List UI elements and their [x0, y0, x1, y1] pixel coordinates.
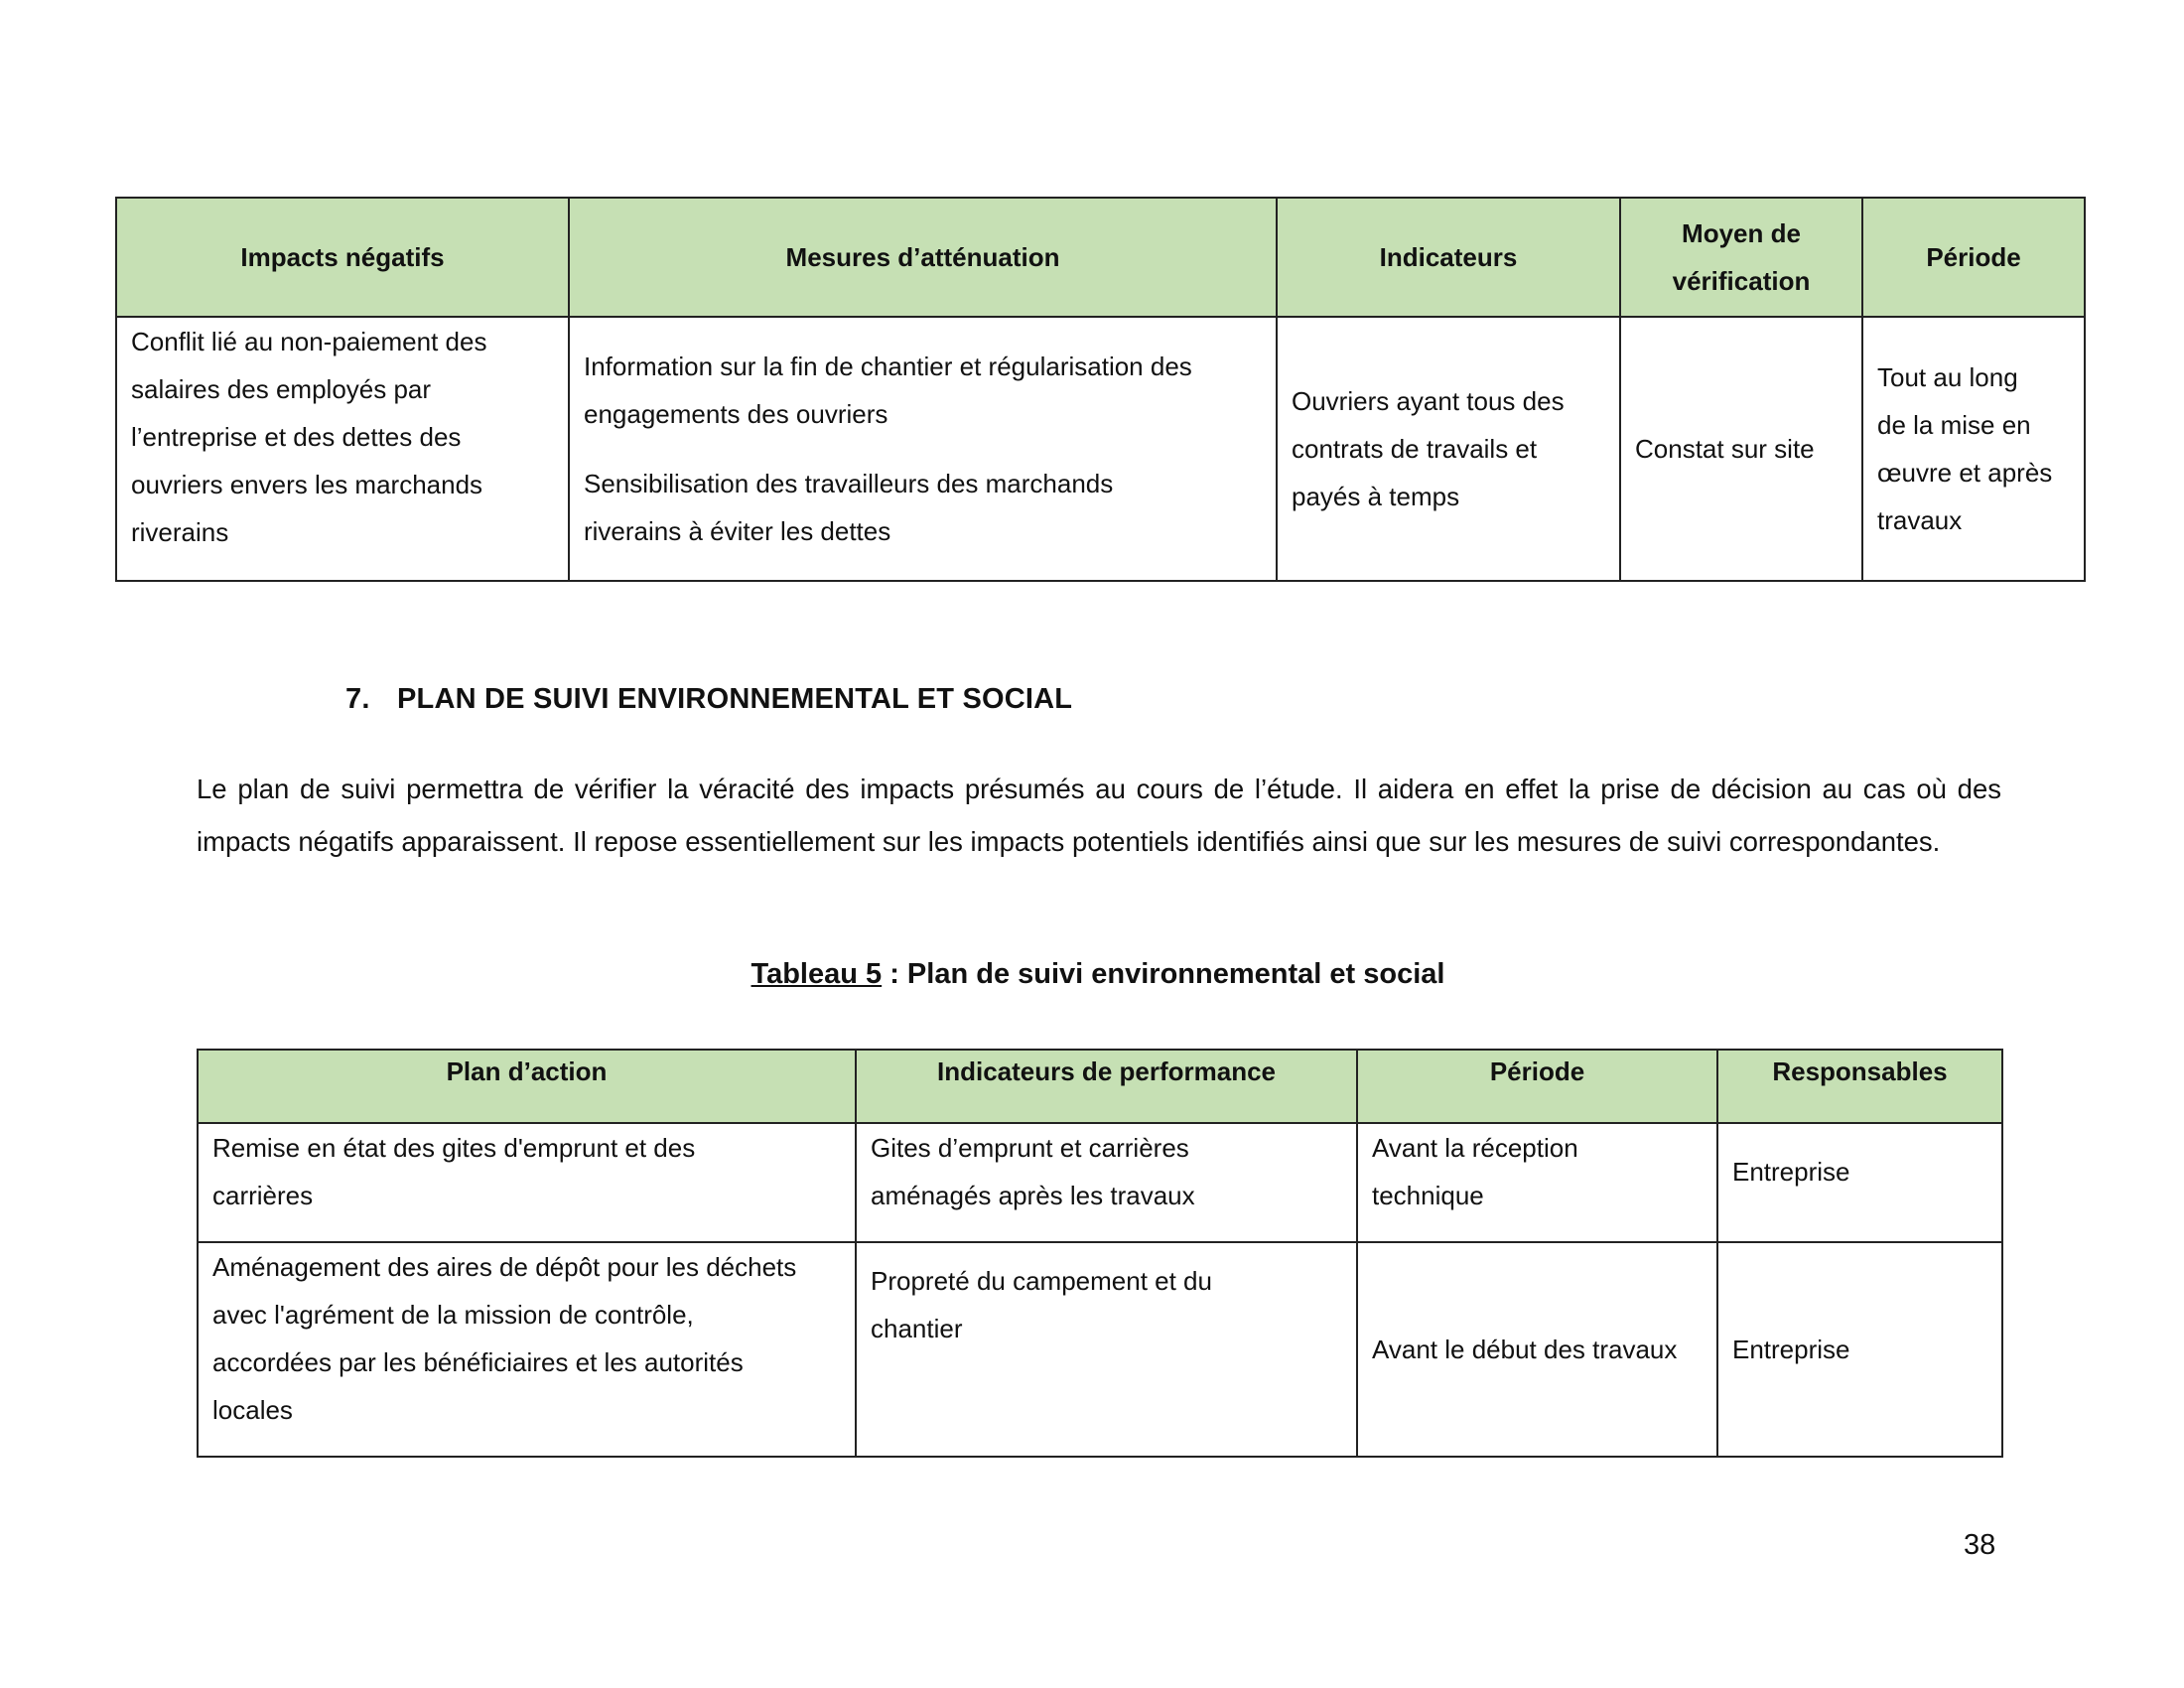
indicateur-cell — [856, 1242, 1357, 1457]
header-responsables: Responsables — [1717, 1050, 2002, 1123]
table-row — [198, 1242, 2002, 1457]
header-mesures: Mesures d’atténuation — [569, 198, 1277, 317]
table-row — [116, 317, 2085, 581]
section-number: 7. — [345, 683, 370, 715]
header-indicateurs-performance: Indicateurs de performance — [856, 1050, 1357, 1123]
suivi-table — [197, 1049, 2003, 1458]
mesures-cell — [569, 317, 1277, 581]
text-line: payés à temps — [1292, 482, 1460, 511]
text-line: de la mise en — [1877, 410, 2031, 440]
text-line: Propreté du campement et du — [871, 1266, 1212, 1296]
caption-text: : Plan de suivi environnemental et social — [882, 958, 1445, 990]
indicateurs-cell — [1277, 317, 1620, 581]
indicateur-cell — [856, 1123, 1357, 1242]
text-line: avec l'agrément de la mission de contrôle, — [212, 1300, 694, 1330]
caption-label: Tableau 5 — [751, 958, 883, 990]
header-verification — [1620, 198, 1862, 317]
header-indicateurs: Indicateurs — [1277, 198, 1620, 317]
text-line: locales — [212, 1395, 293, 1425]
text-line: riverains — [131, 517, 229, 547]
text-line: l’entreprise et des dettes des — [131, 422, 462, 452]
header-impacts: Impacts négatifs — [116, 198, 569, 317]
text-line: carrières — [212, 1181, 314, 1210]
table-row — [198, 1123, 2002, 1242]
header-verification-text: Moyen de vérification — [1672, 218, 1811, 296]
text-line: Tout au long — [1877, 362, 2018, 392]
text-line: accordées par les bénéficiaires et les autorités — [212, 1347, 744, 1377]
text-line: Remise en état des gites d'emprunt et des — [212, 1133, 696, 1163]
periode-cell — [1357, 1242, 1717, 1457]
text-line: Avant la réception — [1372, 1133, 1578, 1163]
text-line: aménagés après les travaux — [871, 1181, 1195, 1210]
text-line: Conflit lié au non-paiement des — [131, 327, 487, 356]
text-line: Ouvriers ayant tous des — [1292, 386, 1565, 416]
header-periode: Période — [1357, 1050, 1717, 1123]
text-line: œuvre et après — [1877, 458, 2053, 488]
text-line: Gites d’emprunt et carrières — [871, 1133, 1189, 1163]
intro-paragraph: Le plan de suivi permettra de vérifier la véracité des impacts présumés au cours de l’étude. Il aidera en effet la prise de décision au cas où des impacts négatifs apparaissent. Il repose essentiellement sur les impacts potentiels identifiés ainsi que sur les mesures de suivi correspondantes. — [197, 774, 2001, 857]
suivi-table-header — [198, 1050, 2002, 1123]
text-line: chantier — [871, 1314, 963, 1343]
text-line: travaux — [1877, 505, 1963, 535]
text-line: engagements des ouvriers — [584, 399, 888, 429]
header-periode: Période — [1862, 198, 2085, 317]
text-line: Sensibilisation des travailleurs des marchands — [584, 469, 1114, 498]
action-cell — [198, 1123, 856, 1242]
section-heading — [345, 683, 1072, 716]
impact-cell — [116, 317, 569, 581]
periode-cell — [1862, 317, 2085, 581]
text-line: salaires des employés par — [131, 374, 432, 404]
text-line: contrats de travails et — [1292, 434, 1538, 464]
text-line: technique — [1372, 1181, 1484, 1210]
action-cell — [198, 1242, 856, 1457]
section-title: PLAN DE SUIVI ENVIRONNEMENTAL ET SOCIAL — [397, 683, 1073, 715]
text-line: Information sur la fin de chantier et régularisation des — [584, 352, 1192, 381]
responsable-cell: Entreprise — [1717, 1123, 2002, 1242]
text-line: ouvriers envers les marchands — [131, 470, 483, 499]
impacts-table-header — [116, 198, 2085, 317]
text-line: Avant le début des travaux — [1372, 1335, 1678, 1364]
verification-cell: Constat sur site — [1620, 317, 1862, 581]
periode-cell — [1357, 1123, 1717, 1242]
page-number: 38 — [1964, 1529, 1996, 1561]
table-caption — [0, 958, 2184, 991]
header-plan-action: Plan d’action — [198, 1050, 856, 1123]
impacts-table — [115, 197, 2086, 582]
text-line: Aménagement des aires de dépôt pour les déchets — [212, 1252, 797, 1282]
text-line: riverains à éviter les dettes — [584, 516, 891, 546]
responsable-cell: Entreprise — [1717, 1242, 2002, 1457]
